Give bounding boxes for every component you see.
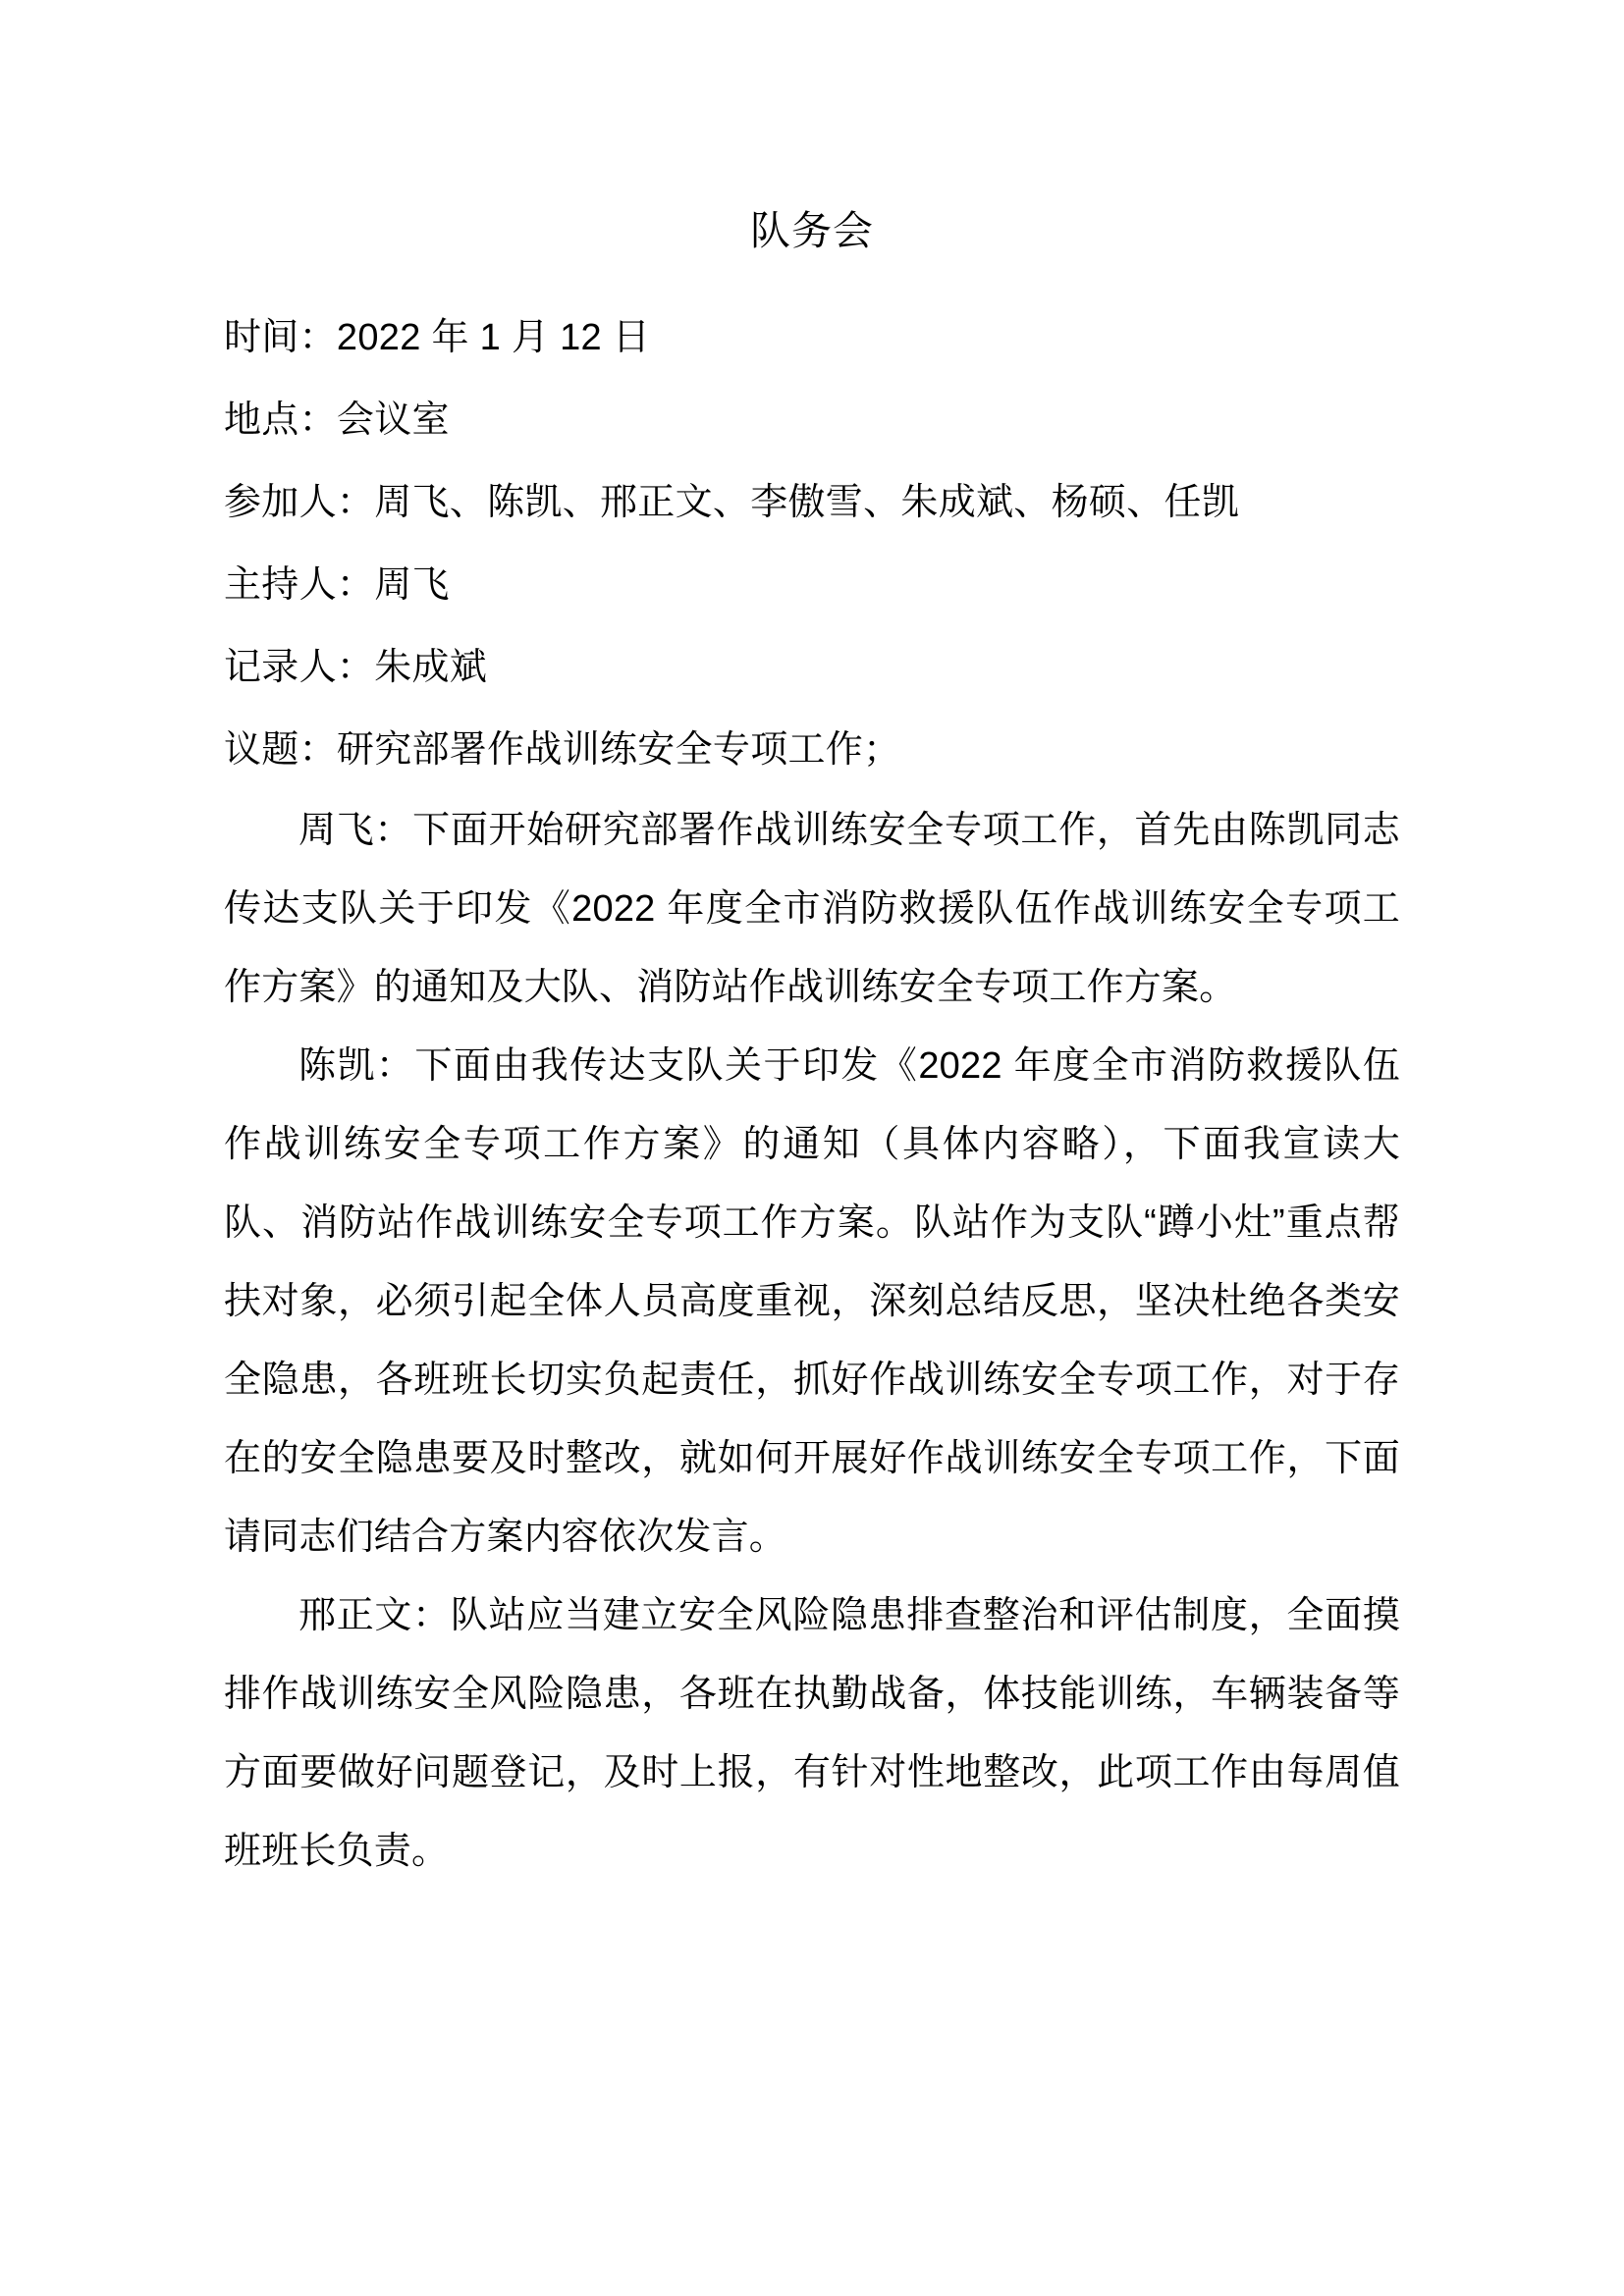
meta-line-recorder: 记录人：朱成斌 — [224, 647, 488, 688]
speech-paragraph-xingzhengwen: 邢正文：队站应当建立安全风险隐患排查整治和评估制度，全面摸排作战训练安全风险隐患，各班在执勤战备，体技能训练，车辆装备等方面要做好问题登记，及时上报，有针对性地整改，此项工作由每周值班班长负责。 — [224, 1595, 1400, 1872]
meta-line-host: 主持人：周飞 — [224, 564, 450, 606]
meta-line-participants: 参加人：周飞、陈凯、邢正文、李傲雪、朱成斌、杨硕、任凯 — [224, 482, 1240, 523]
meta-line-topic: 议题：研究部署作战训练安全专项工作； — [224, 729, 901, 771]
meta-line-location: 地点：会议室 — [224, 400, 450, 441]
speech-paragraph-chenkai: 陈凯：下面由我传达支队关于印发《2022 年度全市消防救援队伍作战训练安全专项工作方案》的通知（具体内容略），下面我宣读大队、消防站作战训练安全专项工作方案。队站作为支队“蹲小灶”重点帮扶对象，必须引起全体人员高度重视，深刻总结反思，坚决杜绝各类安全隐患，各班班长切实负起责任，抓好作战训练安全专项工作，对于存在的安全隐患要及时整改，就如何开展好作战训练安全专项工作，下面请同志们结合方案内容依次发言。 — [224, 1045, 1400, 1558]
meta-line-time: 时间：2022 年 1 月 12 日 — [224, 317, 651, 358]
speech-paragraph-zhoufei: 周飞：下面开始研究部署作战训练安全专项工作，首先由陈凯同志传达支队关于印发《2022 年度全市消防救援队伍作战训练安全专项工作方案》的通知及大队、消防站作战训练安全专项工作方案。 — [224, 810, 1400, 1008]
page-title: 队务会 — [750, 208, 874, 253]
